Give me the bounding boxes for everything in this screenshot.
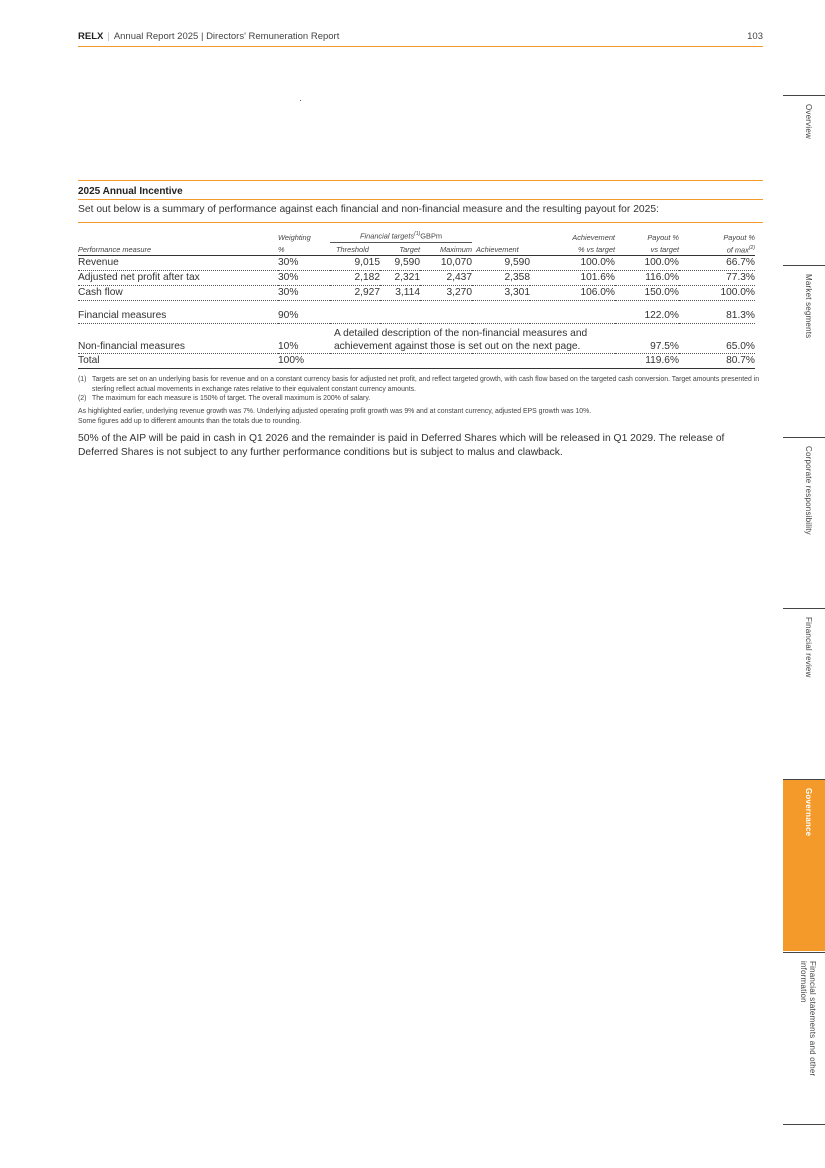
header-weighting-1: Weighting — [278, 232, 311, 242]
tab-financial-review[interactable] — [783, 608, 825, 779]
tab-market-segments[interactable] — [783, 265, 825, 423]
header-payout-max-2: of $\max^{(2)}$ — [679, 243, 755, 256]
header-measure: Performance measure — [78, 243, 278, 256]
header-rule — [78, 46, 763, 47]
annual-incentive-section — [78, 180, 763, 460]
table-row-adjusted-net-profit — [78, 271, 755, 286]
page-number: 103 — [747, 31, 763, 42]
footnotes — [78, 375, 763, 425]
row-payout-vs-target: 97.5% — [615, 324, 679, 354]
tab-label: Financial statements and other information — [799, 961, 817, 1077]
row-payout-vs-target: 100.0% — [615, 256, 679, 271]
report-title: Annual Report 2025 | Directors' Remuneration Report — [113, 31, 340, 42]
section-intro: Set out below is a summary of performance against each financial and non-financial measure and the resulting payout for 2025: — [78, 204, 659, 215]
row-payout-of-max: 65.0% — [679, 324, 755, 354]
row-payout-of-max: 77.3% — [679, 271, 755, 286]
tab-corporate-responsibility[interactable] — [783, 437, 825, 595]
table-row-financial-measures — [78, 309, 755, 324]
header-separator: | — [107, 31, 110, 42]
header-threshold: Threshold — [330, 243, 380, 256]
tab-label: Corporate responsibility — [804, 446, 813, 535]
row-target: 9,590 — [380, 256, 420, 271]
row-maximum: 10,070 — [420, 256, 472, 271]
row-weighting: 30% — [278, 271, 330, 286]
stray-mark — [300, 100, 301, 101]
row-achievement: 3,301 — [472, 286, 530, 301]
tab-label: Financial review — [804, 617, 813, 678]
header-payout-max-1: Payout % — [723, 232, 755, 242]
row-target: 3,114 — [380, 286, 420, 301]
row-payout-of-max: 100.0% — [679, 286, 755, 301]
non-financial-description: A detailed description of the non-financial measures and achievement against those is set out on the next page. — [334, 328, 588, 353]
row-threshold: 9,015 — [330, 256, 380, 271]
row-threshold: 2,182 — [330, 271, 380, 286]
row-measure: Cash flow — [78, 286, 278, 301]
tab-overview[interactable] — [783, 95, 825, 253]
header-payout-target-1: Payout % — [647, 232, 679, 242]
section-title-rule — [78, 199, 763, 200]
row-weighting: 30% — [278, 256, 330, 271]
table-row-total — [78, 354, 755, 369]
row-measure: Total — [78, 354, 278, 369]
tab-label: Overview — [804, 104, 813, 139]
row-weighting: 10% — [278, 324, 330, 354]
row-ach-vs-target: 101.6% — [530, 271, 615, 286]
header-payout-target-2: vs target — [615, 243, 679, 256]
row-payout-vs-target: 150.0% — [615, 286, 679, 301]
row-ach-vs-target: 100.0% — [530, 256, 615, 271]
header-weighting-2: % — [278, 243, 330, 256]
header-ach-vs-1: Achievement — [572, 232, 615, 242]
header-maximum: Maximum — [420, 243, 472, 256]
row-achievement: 2,358 — [472, 271, 530, 286]
table-row-revenue — [78, 256, 755, 271]
row-measure: Financial measures — [78, 309, 278, 324]
row-achievement: 9,590 — [472, 256, 530, 271]
tab-label: Market segments — [804, 274, 813, 339]
row-payout-vs-target: 122.0% — [615, 309, 679, 324]
table-header-row-1 — [78, 229, 755, 243]
row-measure: Adjusted net profit after tax — [78, 271, 278, 286]
row-target: 2,321 — [380, 271, 420, 286]
table-spacer — [78, 301, 755, 310]
row-measure: Non-financial measures — [78, 324, 278, 354]
row-payout-vs-target: 119.6% — [615, 354, 679, 369]
row-maximum: 3,270 — [420, 286, 472, 301]
sidebar-end-rule — [783, 1124, 825, 1125]
closing-paragraph: 50% of the AIP will be paid in cash in Q1 2026 and the remainder is paid in Deferred Shares which will be released in Q1 2029. The release of Deferred Shares is not subject to any further performance conditions but is subject to malus and clawback. — [78, 432, 725, 458]
header-target: Target — [380, 243, 420, 256]
header-achievement: Achievement — [472, 243, 530, 256]
row-payout-vs-target: 116.0% — [615, 271, 679, 286]
performance-table — [78, 229, 755, 369]
row-weighting: 100% — [278, 354, 330, 369]
row-threshold: 2,927 — [330, 286, 380, 301]
section-top-rule — [78, 180, 763, 181]
table-row-cash-flow — [78, 286, 755, 301]
tab-label: Governance — [804, 788, 813, 837]
tab-governance[interactable] — [783, 779, 825, 951]
rounding-note: Some figures add up to different amounts than the totals due to rounding. — [78, 417, 302, 425]
section-title: 2025 Annual Incentive — [78, 186, 183, 197]
intro-rule — [78, 222, 763, 223]
growth-note: As highlighted earlier, underlying revenue growth was 7%. Underlying adjusted operating profit growth was 9% and at constant currency, adjusted EPS growth was 10%. — [78, 408, 592, 416]
row-maximum: 2,437 — [420, 271, 472, 286]
row-payout-of-max: 80.7% — [679, 354, 755, 369]
row-measure: Revenue — [78, 256, 278, 271]
page-header — [78, 31, 763, 45]
row-payout-of-max: 81.3% — [679, 309, 755, 324]
row-ach-vs-target: 106.0% — [530, 286, 615, 301]
table-row-non-financial-measures — [78, 324, 755, 354]
table-header-row-2 — [78, 243, 755, 256]
header-ach-vs-2: % vs target — [530, 243, 615, 256]
header-financial-targets: Financial targets$^{(1)}$GBPm — [330, 229, 472, 243]
row-weighting: 90% — [278, 309, 330, 324]
row-payout-of-max: 66.7% — [679, 256, 755, 271]
tab-financial-statements[interactable] — [783, 952, 825, 1125]
footnote-2: (2) The maximum for each measure is 150% of target. The overall maximum is 200% of salary. — [78, 395, 371, 403]
row-weighting: 30% — [278, 286, 330, 301]
footnote-1: (1) Targets are set on an underlying basis for revenue and on a constant currency basis for adjusted net profit, and reflect targeted growth, with cash flow based on the targeted cash conversion. Target amounts presented in sterling reflect actual movements in exchange rates relative to their equivalent constant currency amounts. — [78, 376, 760, 393]
brand-logo: RELX — [78, 31, 104, 42]
